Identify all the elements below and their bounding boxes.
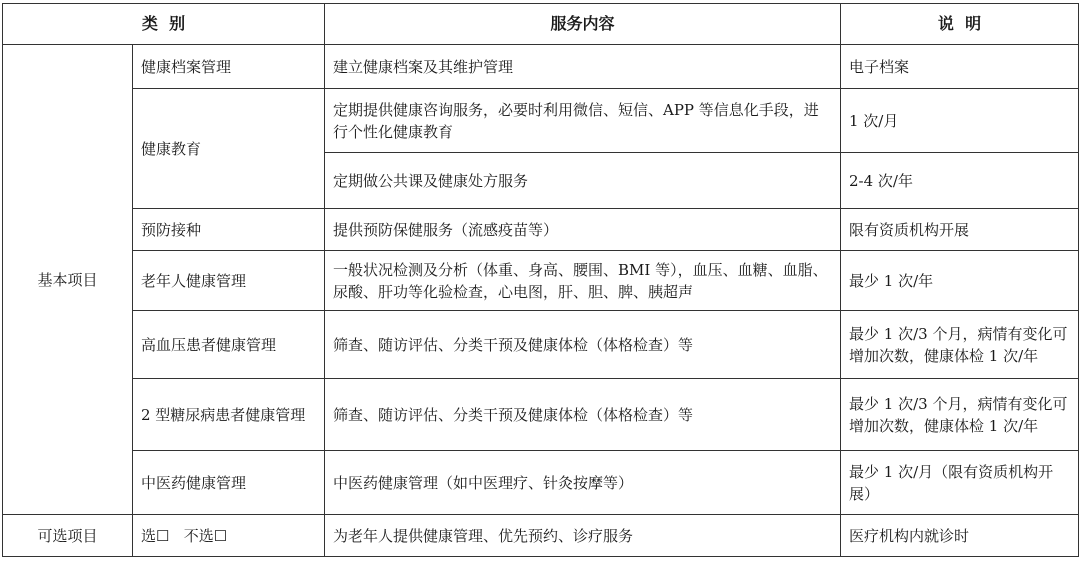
content-cell: 定期做公共课及健康处方服务	[325, 153, 841, 209]
choice-cell[interactable]: 选☐ 不选☐	[133, 515, 325, 557]
header-note: 说 明	[841, 4, 1079, 45]
group-label-optional: 可选项目	[3, 515, 133, 557]
item-cell: 健康教育	[133, 89, 325, 209]
table-row	[3, 251, 1079, 311]
item-cell: 中医药健康管理	[133, 451, 325, 515]
header-content: 服务内容	[325, 4, 841, 45]
note-cell: 最少 1 次/3 个月，病情有变化可增加次数，健康体检 1 次/年	[841, 311, 1079, 379]
item-cell: 老年人健康管理	[133, 251, 325, 311]
table-row	[3, 45, 1079, 89]
table-row	[3, 209, 1079, 251]
header-row	[3, 4, 1079, 45]
note-cell: 最少 1 次/3 个月，病情有变化可增加次数，健康体检 1 次/年	[841, 379, 1079, 451]
table-row	[3, 451, 1079, 515]
service-table	[2, 3, 1079, 557]
table-row	[3, 515, 1079, 557]
group-label-basic: 基本项目	[3, 45, 133, 515]
item-cell: 2 型糖尿病患者健康管理	[133, 379, 325, 451]
content-cell: 筛查、随访评估、分类干预及健康体检（体格检查）等	[325, 311, 841, 379]
content-cell: 一般状况检测及分析（体重、身高、腰围、BMI 等），血压、血糖、血脂、尿酸、肝功等化验检查，心电图，肝、胆、脾、胰超声	[325, 251, 841, 311]
content-cell: 提供预防保健服务（流感疫苗等）	[325, 209, 841, 251]
note-cell: 限有资质机构开展	[841, 209, 1079, 251]
content-cell: 中医药健康管理（如中医理疗、针灸按摩等）	[325, 451, 841, 515]
content-cell: 为老年人提供健康管理、优先预约、诊疗服务	[325, 515, 841, 557]
item-cell: 健康档案管理	[133, 45, 325, 89]
note-cell: 2-4 次/年	[841, 153, 1079, 209]
note-cell: 医疗机构内就诊时	[841, 515, 1079, 557]
content-cell: 筛查、随访评估、分类干预及健康体检（体格检查）等	[325, 379, 841, 451]
content-cell: 定期提供健康咨询服务，必要时利用微信、短信、APP 等信息化手段，进行个性化健康教育	[325, 89, 841, 153]
note-cell: 1 次/月	[841, 89, 1079, 153]
item-cell: 预防接种	[133, 209, 325, 251]
item-cell: 高血压患者健康管理	[133, 311, 325, 379]
note-cell: 电子档案	[841, 45, 1079, 89]
table-row	[3, 89, 1079, 153]
table-row	[3, 379, 1079, 451]
note-cell: 最少 1 次/年	[841, 251, 1079, 311]
header-category: 类 别	[3, 4, 325, 45]
note-cell: 最少 1 次/月（限有资质机构开展）	[841, 451, 1079, 515]
table-row	[3, 311, 1079, 379]
content-cell: 建立健康档案及其维护管理	[325, 45, 841, 89]
